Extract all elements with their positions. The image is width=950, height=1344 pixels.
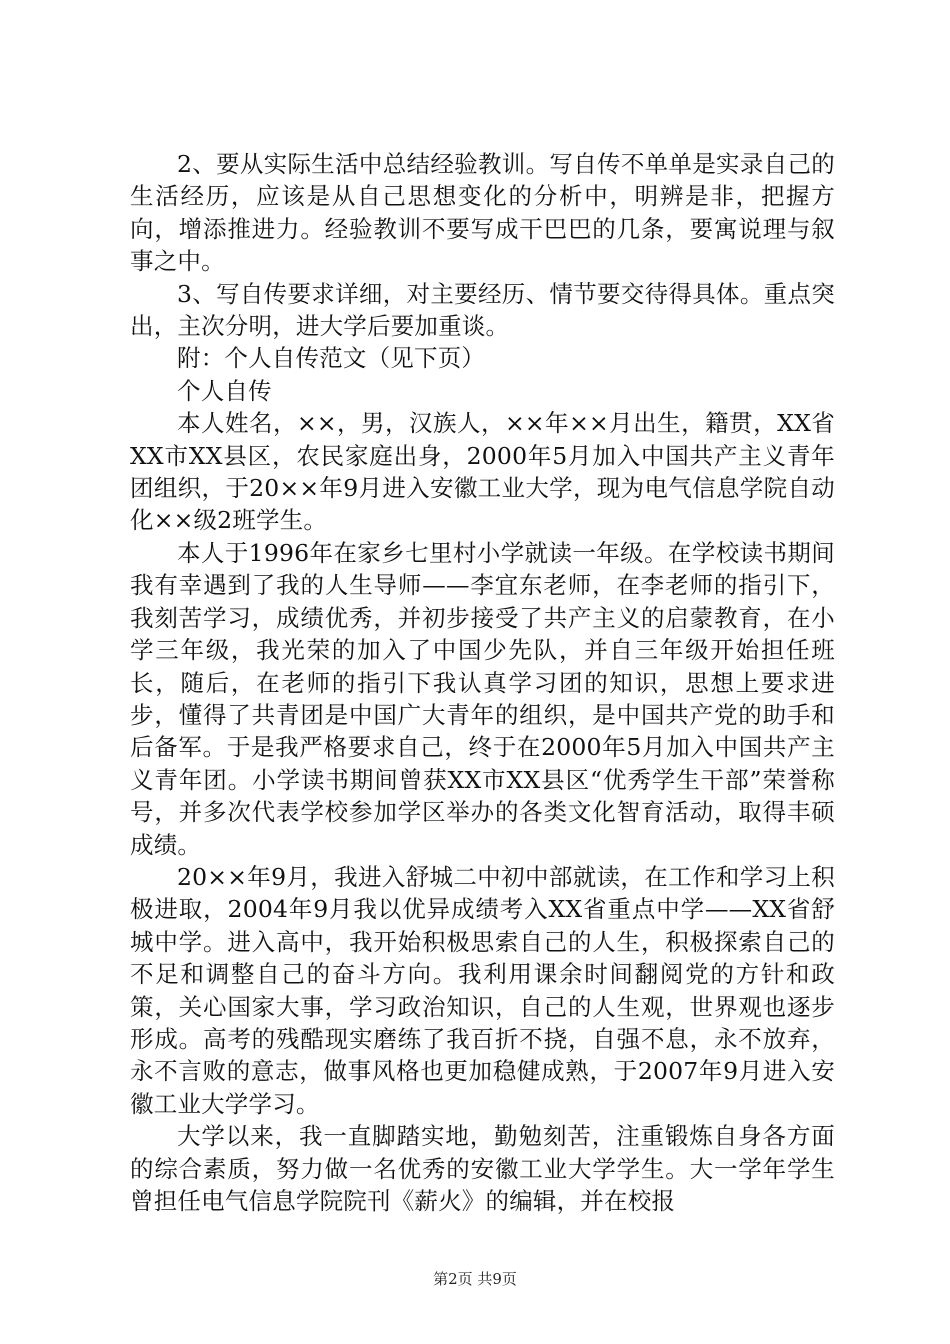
paragraph-primary-school: 本人于1996年在家乡七里村小学就读一年级。在学校读书期间我有幸遇到了我的人生导师——李宜东老师，在李老师的指引下，我刻苦学习，成绩优秀，并初步接受了共产主义的启蒙教育，在小学三年级，我光荣的加入了中国少先队，并自三年级开始担任班长，随后，在老师的指引下我认真学习团的知识，思想上要求进步，懂得了共青团是中国广大青年的组织，是中国共产党的助手和后备军。于是我严格要求自己，终于在2000年5月加入中国共产主义青年团。小学读书期间曾获XX市XX县区“优秀学生干部”荣誉称号，并多次代表学校参加学区举办的各类文化智育活动，取得丰硕成绩。 [130, 538, 835, 859]
paragraph-basic-info: 本人姓名，××，男，汉族人，××年××月出生，籍贯，XX省XX市XX县区，农民家庭出身，2000年5月加入中国共产主义青年团组织，于20××年9月进入安徽工业大学，现为电气信息学院自动化××级2班学生。 [130, 409, 835, 535]
paragraph-details: 3、写自传要求详细，对主要经历、情节要交待得具体。重点突出，主次分明，进大学后要加重谈。 [130, 279, 835, 341]
paragraph-middle-school: 20××年9月，我进入舒城二中初中部就读，在工作和学习上积极进取，2004年9月我以优异成绩考入XX省重点中学——XX省舒城中学。进入高中，我开始积极思索自己的人生，积极探索自己的不足和调整自己的奋斗方向。我利用课余时间翻阅党的方针和政策，关心国家大事，学习政治知识，自己的人生观，世界观也逐步形成。高考的残酷现实磨练了我百折不挠，自强不息，永不放弃，永不言败的意志，做事风格也更加稳健成熟，于2007年9月进入安徽工业大学学习。 [130, 862, 835, 1118]
page-number: 第2页 共9页 [433, 1270, 517, 1288]
paragraph-lessons: 2、要从实际生活中总结经验教训。写自传不单单是实录自己的生活经历，应该是从自己思想变化的分析中，明辨是非，把握方向，增添推进力。经验教训不要写成干巴巴的几条，要寓说理与叙事之中。 [130, 150, 835, 276]
section-heading: 个人自传 [177, 376, 272, 405]
paragraph-university: 大学以来，我一直脚踏实地，勤勉刻苦，注重锻炼自身各方面的综合素质，努力做一名优秀的安徽工业大学学生。大一学年学生曾担任电气信息学院院刊《薪火》的编辑，并在校报 [130, 1122, 835, 1215]
document-body [130, 148, 835, 1217]
paragraph-appendix-note: 附：个人自传范文（见下页） [177, 344, 486, 373]
